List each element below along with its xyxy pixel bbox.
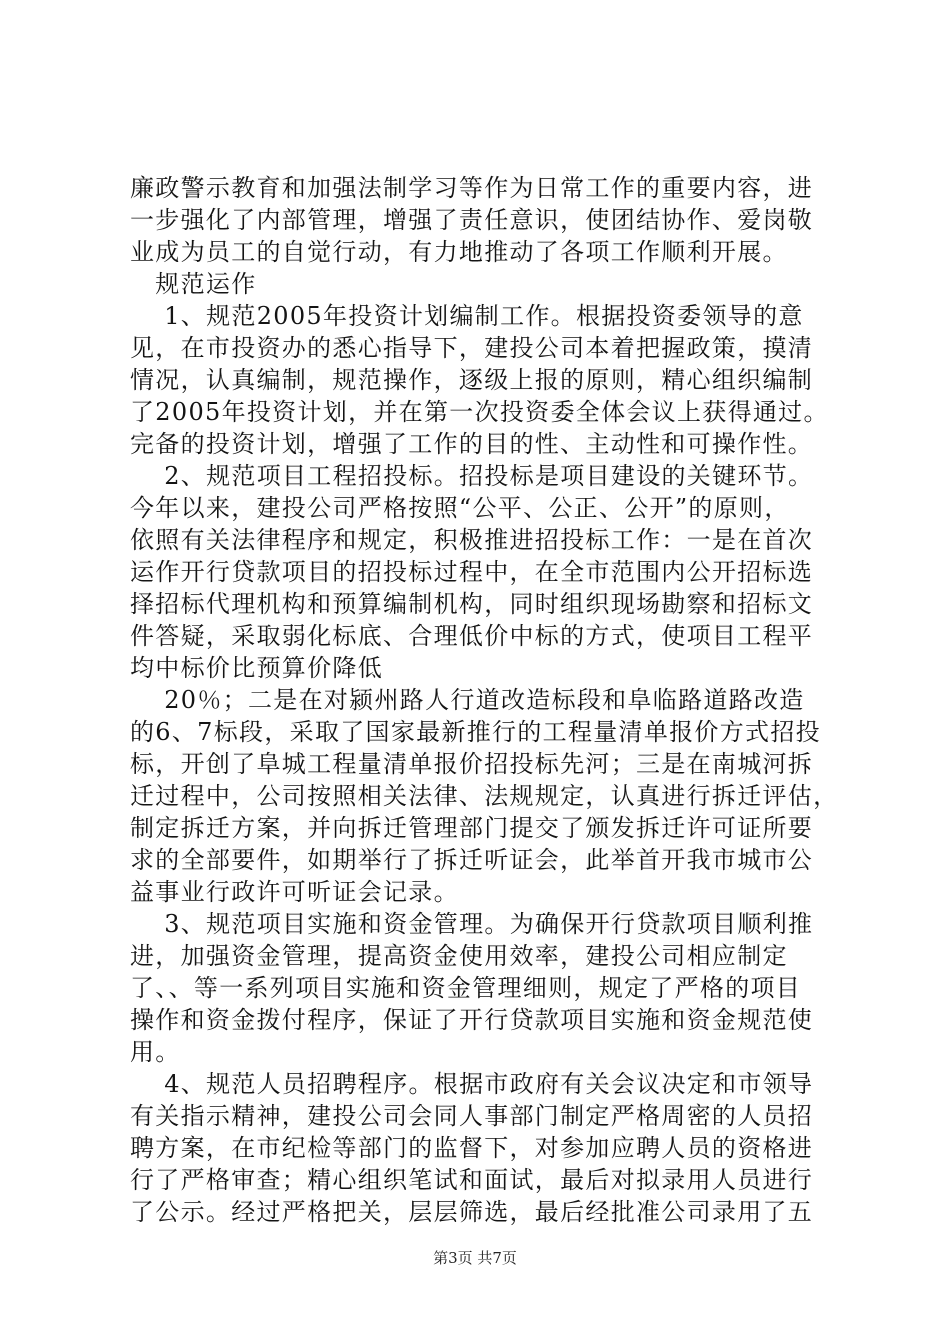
section-heading: 规范运作 [130, 270, 257, 298]
text-line: 聘方案，在市纪检等部门的监督下，对参加应聘人员的资格进 [130, 1134, 814, 1162]
text-line: 了公示。经过严格把关，层层筛选，最后经批准公司录用了五 [130, 1198, 814, 1226]
text-line: 见，在市投资办的悉心指导下，建投公司本着把握政策，摸清 [130, 334, 814, 362]
text-line: 行了严格审查；精心组织笔试和面试，最后对拟录用人员进行 [130, 1166, 814, 1194]
text-line: 业成为员工的自觉行动，有力地推动了各项工作顺利开展。 [130, 238, 788, 266]
text-line: 标，开创了阜城工程量清单报价招投标先河；三是在南城河拆 [130, 750, 814, 778]
text-line: 了2005年投资计划，并在第一次投资委全体会议上获得通过。 [130, 398, 829, 426]
text-line: 4、规范人员招聘程序。根据市政府有关会议决定和市领导 [130, 1070, 814, 1098]
text-line: 迁过程中，公司按照相关法律、法规规定，认真进行拆迁评估， [130, 782, 839, 810]
text-line: 2、规范项目工程招投标。招投标是项目建设的关键环节。 [130, 462, 814, 490]
text-line: 进，加强资金管理，提高资金使用效率，建投公司相应制定 [130, 942, 788, 970]
page-number-footer: 第3页 共7页 [433, 1249, 517, 1267]
text-line: 制定拆迁方案，并向拆迁管理部门提交了颁发拆迁许可证所要 [130, 814, 814, 842]
text-line: 的6、7标段，采取了国家最新推行的工程量清单报价方式招投 [130, 718, 821, 746]
text-line: 操作和资金拨付程序，保证了开行贷款项目实施和资金规范使 [130, 1006, 814, 1034]
text-line: 择招标代理机构和预算编制机构，同时组织现场勘察和招标文 [130, 590, 814, 618]
text-line: 求的全部要件，如期举行了拆迁听证会，此举首开我市城市公 [130, 846, 814, 874]
text-line: 3、规范项目实施和资金管理。为确保开行贷款项目顺利推 [130, 910, 814, 938]
text-line: 益事业行政许可听证会记录。 [130, 878, 459, 906]
text-line: 了、、等一系列项目实施和资金管理细则，规定了严格的项目 [130, 974, 802, 1002]
text-line: 有关指示精神，建投公司会同人事部门制定严格周密的人员招 [130, 1102, 814, 1130]
text-line: 均中标价比预算价降低 [130, 654, 383, 682]
text-line: 件答疑，采取弱化标底、合理低价中标的方式，使项目工程平 [130, 622, 814, 650]
text-line: 完备的投资计划，增强了工作的目的性、主动性和可操作性。 [130, 430, 814, 458]
text-line: 廉政警示教育和加强法制学习等作为日常工作的重要内容，进 [130, 174, 814, 202]
text-line: 1、规范2005年投资计划编制工作。根据投资委领导的意 [130, 302, 804, 330]
text-line: 今年以来，建投公司严格按照“公平、公正、公开”的原则， [130, 494, 790, 522]
text-line: 一步强化了内部管理，增强了责任意识，使团结协作、爱岗敬 [130, 206, 814, 234]
text-line: 用。 [130, 1038, 181, 1066]
text-line: 依照有关法律程序和规定，积极推进招投标工作：一是在首次 [130, 526, 814, 554]
text-line: 运作开行贷款项目的招投标过程中，在全市范围内公开招标选 [130, 558, 814, 586]
text-line: 20％；二是在对颍州路人行道改造标段和阜临路道路改造 [130, 686, 805, 714]
text-line: 情况，认真编制，规范操作，逐级上报的原则，精心组织编制 [130, 366, 814, 394]
